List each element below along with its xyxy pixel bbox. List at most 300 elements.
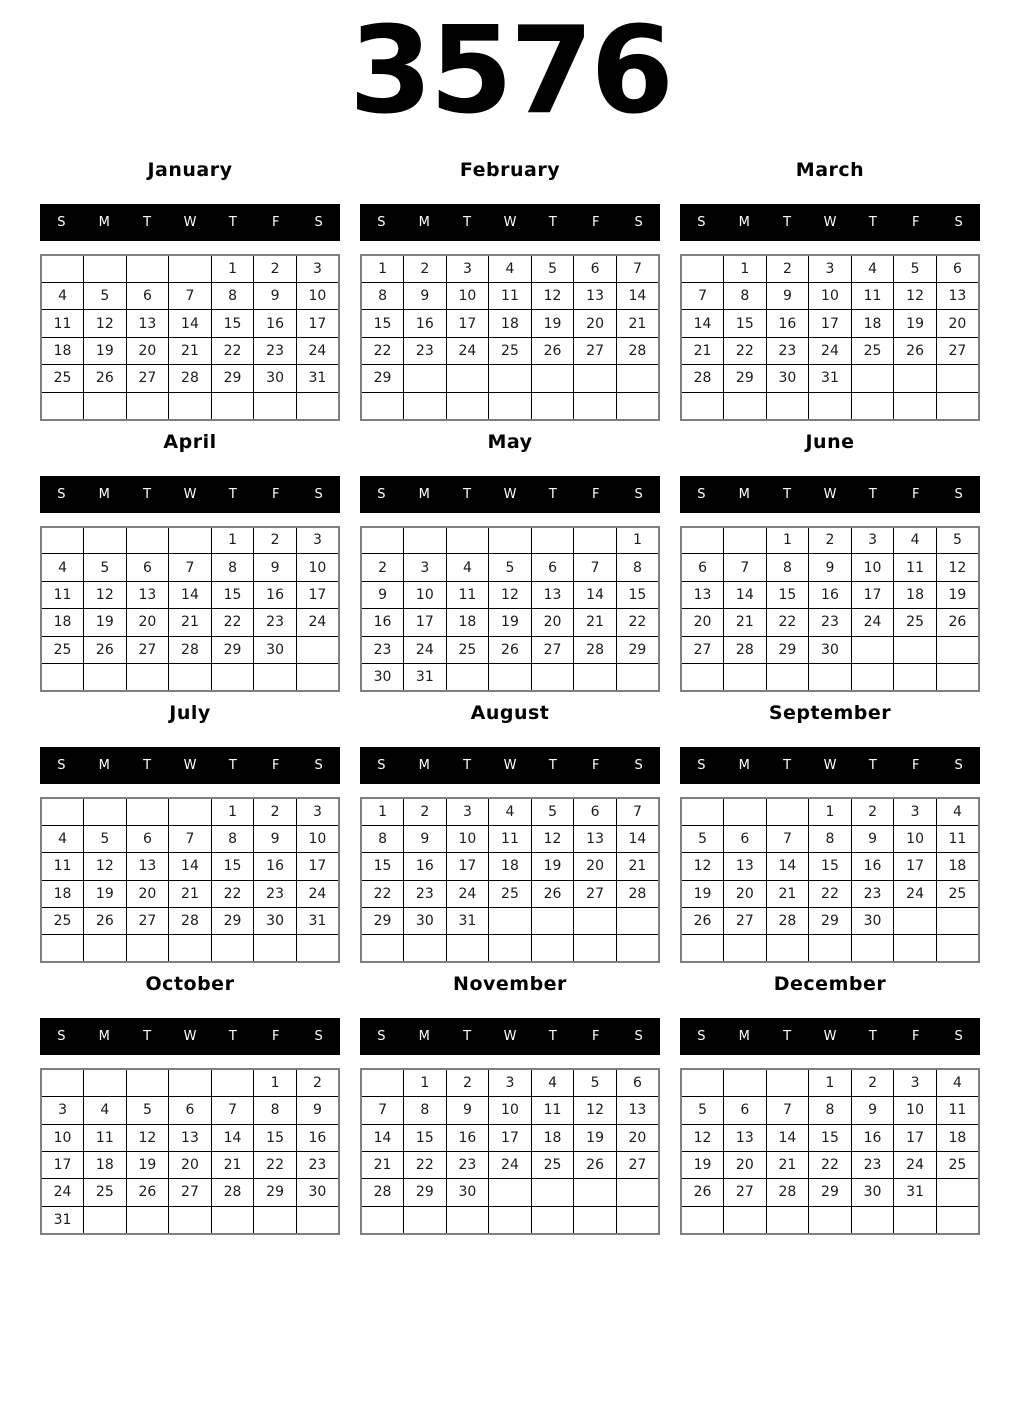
empty-day-cell [489,1179,532,1206]
empty-day-cell [126,935,169,962]
empty-day-cell [724,935,767,962]
empty-day-cell [851,663,894,690]
day-cell: 29 [809,907,852,934]
day-cell: 18 [894,581,937,608]
day-cell: 10 [296,554,339,581]
empty-day-cell [296,663,339,690]
day-cell: 12 [681,853,724,880]
empty-day-cell [766,1206,809,1233]
day-cell: 26 [126,1179,169,1206]
weekday-label: S [57,486,66,502]
day-cell: 29 [766,636,809,663]
month-block [680,971,980,1234]
day-cell: 16 [254,853,297,880]
day-cell: 20 [574,853,617,880]
day-cell: 18 [84,1151,127,1178]
day-cell: 13 [724,853,767,880]
day-cell: 13 [724,1124,767,1151]
day-cell: 24 [41,1179,84,1206]
day-cell: 19 [936,581,979,608]
day-cell: 17 [489,1124,532,1151]
day-cell: 21 [169,609,212,636]
week-row [41,636,339,663]
week-row [41,1069,339,1096]
week-row [361,1097,659,1124]
empty-day-cell [936,1179,979,1206]
day-cell: 28 [361,1179,404,1206]
weekday-label: W [823,1029,837,1045]
day-cell: 1 [809,1069,852,1096]
empty-day-cell [446,935,489,962]
week-row [681,853,979,880]
week-row [361,1206,659,1233]
day-cell: 22 [361,880,404,907]
weekday-label: S [954,757,963,773]
empty-day-cell [404,935,447,962]
empty-day-cell [489,1206,532,1233]
weekday-header [40,747,340,784]
day-cell: 23 [404,337,447,364]
empty-day-cell [84,255,127,282]
day-cell: 19 [84,337,127,364]
month-days-table [680,254,980,420]
day-cell: 29 [616,636,659,663]
empty-day-cell [809,1206,852,1233]
month-title: September [768,701,892,724]
day-cell: 12 [681,1124,724,1151]
day-cell: 29 [254,1179,297,1206]
week-row [361,365,659,392]
week-row [681,1179,979,1206]
month-block [360,429,660,692]
weekday-label: F [271,486,280,502]
weekday-label: W [503,215,517,231]
weekday-label: T [463,215,472,231]
day-cell: 29 [809,1179,852,1206]
empty-day-cell [574,1206,617,1233]
week-row [681,798,979,825]
day-cell: 5 [574,1069,617,1096]
day-cell: 15 [724,310,767,337]
empty-day-cell [616,663,659,690]
empty-day-cell [126,1069,169,1096]
empty-day-cell [296,392,339,419]
day-cell: 12 [489,581,532,608]
day-cell: 5 [489,554,532,581]
day-cell: 1 [211,527,254,554]
weekday-label: T [228,215,237,231]
month-block [40,700,340,963]
day-cell: 17 [296,310,339,337]
week-row [681,663,979,690]
empty-day-cell [446,365,489,392]
month-days-table [360,1068,660,1234]
empty-day-cell [84,392,127,419]
month-block [360,157,660,420]
day-cell: 12 [936,554,979,581]
week-row [41,609,339,636]
day-cell: 3 [446,798,489,825]
day-cell: 7 [616,798,659,825]
day-cell: 14 [616,283,659,310]
weekday-label: T [548,486,557,502]
day-cell: 10 [41,1124,84,1151]
day-cell: 8 [616,554,659,581]
day-cell: 9 [296,1097,339,1124]
weekday-label: W [823,215,837,231]
empty-day-cell [211,935,254,962]
weekday-label: T [143,1029,152,1045]
weekday-label: S [314,215,323,231]
day-cell: 1 [766,527,809,554]
empty-day-cell [766,1069,809,1096]
empty-day-cell [936,365,979,392]
weekday-label: M [418,486,430,502]
day-cell: 2 [766,255,809,282]
weekday-label: M [738,215,750,231]
day-cell: 5 [84,825,127,852]
empty-day-cell [531,392,574,419]
day-cell: 3 [296,527,339,554]
weekday-header [360,476,660,513]
month-block [360,971,660,1234]
empty-day-cell [724,798,767,825]
day-cell: 22 [809,880,852,907]
day-cell: 2 [254,527,297,554]
day-cell: 3 [296,798,339,825]
weekday-label: T [783,486,792,502]
day-cell: 15 [404,1124,447,1151]
empty-day-cell [809,392,852,419]
day-cell: 8 [254,1097,297,1124]
weekday-label: W [183,757,197,773]
day-cell: 9 [254,825,297,852]
month-title: June [805,430,855,453]
empty-day-cell [446,663,489,690]
day-cell: 11 [41,310,84,337]
day-cell: 25 [489,880,532,907]
day-cell: 15 [809,1124,852,1151]
day-cell: 30 [809,636,852,663]
empty-day-cell [254,935,297,962]
day-cell: 12 [531,283,574,310]
week-row [41,337,339,364]
day-cell: 5 [531,255,574,282]
weekday-label: T [548,1029,557,1045]
day-cell: 7 [724,554,767,581]
day-cell: 22 [809,1151,852,1178]
day-cell: 13 [126,310,169,337]
weekday-header [680,204,980,241]
empty-day-cell [296,1206,339,1233]
day-cell: 9 [361,581,404,608]
weekday-label: W [503,757,517,773]
week-row [681,554,979,581]
day-cell: 16 [446,1124,489,1151]
day-cell: 2 [809,527,852,554]
day-cell: 29 [361,365,404,392]
day-cell: 23 [296,1151,339,1178]
day-cell: 4 [489,255,532,282]
day-cell: 23 [766,337,809,364]
empty-day-cell [766,663,809,690]
empty-day-cell [724,663,767,690]
day-cell: 11 [489,283,532,310]
week-row [41,663,339,690]
empty-day-cell [681,935,724,962]
empty-day-cell [404,1206,447,1233]
empty-day-cell [169,798,212,825]
month-title: April [163,430,217,453]
day-cell: 21 [616,310,659,337]
week-row [41,310,339,337]
month-days-table [680,1068,980,1234]
empty-day-cell [851,365,894,392]
weekday-label: F [591,215,600,231]
month-block [40,157,340,420]
weekday-label: M [738,757,750,773]
day-cell: 17 [851,581,894,608]
empty-day-cell [404,527,447,554]
day-cell: 18 [41,609,84,636]
day-cell: 8 [361,283,404,310]
weekday-label: F [911,1029,920,1045]
day-cell: 19 [681,880,724,907]
empty-day-cell [361,527,404,554]
week-row [361,825,659,852]
day-cell: 18 [851,310,894,337]
weekday-label: T [868,215,877,231]
day-cell: 14 [361,1124,404,1151]
month-title: February [459,159,561,182]
week-row [361,1069,659,1096]
week-row [41,880,339,907]
day-cell: 23 [254,609,297,636]
week-row [681,365,979,392]
empty-day-cell [894,935,937,962]
weekday-label: S [314,1029,323,1045]
day-cell: 2 [404,255,447,282]
day-cell: 9 [766,283,809,310]
week-row [681,1151,979,1178]
weekday-label: F [271,215,280,231]
day-cell: 22 [404,1151,447,1178]
week-row [361,1124,659,1151]
day-cell: 15 [809,853,852,880]
week-row [361,853,659,880]
day-cell: 30 [766,365,809,392]
weekday-label: W [183,486,197,502]
day-cell: 10 [894,825,937,852]
day-cell: 19 [489,609,532,636]
day-cell: 6 [681,554,724,581]
day-cell: 15 [211,310,254,337]
week-row [41,1151,339,1178]
week-row [681,609,979,636]
day-cell: 8 [211,554,254,581]
day-cell: 20 [574,310,617,337]
day-cell: 17 [404,609,447,636]
day-cell: 26 [531,880,574,907]
day-cell: 21 [169,880,212,907]
weekday-label: S [57,215,66,231]
weekday-label: W [503,1029,517,1045]
weekday-label: M [98,215,110,231]
empty-day-cell [84,798,127,825]
month-days-table [360,526,660,692]
month-days-table [360,254,660,420]
weekday-label: S [697,486,706,502]
empty-day-cell [361,935,404,962]
weekday-label: F [911,215,920,231]
day-cell: 10 [296,283,339,310]
week-row [361,1179,659,1206]
empty-day-cell [254,663,297,690]
day-cell: 3 [851,527,894,554]
empty-day-cell [724,1069,767,1096]
empty-day-cell [169,392,212,419]
empty-day-cell [41,798,84,825]
day-cell: 25 [489,337,532,364]
weekday-label: W [503,486,517,502]
week-row [681,392,979,419]
day-cell: 10 [489,1097,532,1124]
empty-day-cell [489,365,532,392]
empty-day-cell [169,255,212,282]
day-cell: 13 [126,581,169,608]
day-cell: 22 [361,337,404,364]
day-cell: 21 [574,609,617,636]
empty-day-cell [724,1206,767,1233]
day-cell: 9 [851,825,894,852]
day-cell: 22 [211,880,254,907]
week-row [41,1124,339,1151]
day-cell: 28 [169,365,212,392]
day-cell: 6 [169,1097,212,1124]
day-cell: 2 [254,798,297,825]
empty-day-cell [211,663,254,690]
empty-day-cell [574,527,617,554]
day-cell: 21 [724,609,767,636]
weekday-label: M [418,215,430,231]
week-row [681,636,979,663]
day-cell: 16 [809,581,852,608]
day-cell: 5 [126,1097,169,1124]
empty-day-cell [361,392,404,419]
day-cell: 3 [809,255,852,282]
day-cell: 8 [211,825,254,852]
day-cell: 14 [681,310,724,337]
day-cell: 3 [489,1069,532,1096]
weekday-label: M [418,1029,430,1045]
day-cell: 1 [361,255,404,282]
weekday-label: F [591,1029,600,1045]
empty-day-cell [936,907,979,934]
month-block [680,700,980,963]
week-row [361,554,659,581]
empty-day-cell [84,1069,127,1096]
empty-day-cell [41,392,84,419]
day-cell: 20 [531,609,574,636]
day-cell: 8 [766,554,809,581]
weekday-label: T [548,215,557,231]
day-cell: 2 [361,554,404,581]
day-cell: 13 [169,1124,212,1151]
day-cell: 6 [724,1097,767,1124]
day-cell: 5 [894,255,937,282]
day-cell: 27 [616,1151,659,1178]
day-cell: 24 [296,337,339,364]
day-cell: 12 [84,581,127,608]
day-cell: 12 [894,283,937,310]
empty-day-cell [724,527,767,554]
day-cell: 20 [724,880,767,907]
week-row [361,636,659,663]
empty-day-cell [126,798,169,825]
weekday-label: T [463,1029,472,1045]
day-cell: 3 [446,255,489,282]
week-row [361,880,659,907]
day-cell: 5 [84,554,127,581]
empty-day-cell [936,1206,979,1233]
weekday-label: S [377,757,386,773]
day-cell: 30 [851,1179,894,1206]
day-cell: 16 [851,1124,894,1151]
day-cell: 27 [574,880,617,907]
day-cell: 12 [84,310,127,337]
empty-day-cell [574,1179,617,1206]
day-cell: 16 [254,310,297,337]
empty-day-cell [936,935,979,962]
day-cell: 20 [126,609,169,636]
weekday-label: S [634,1029,643,1045]
week-row [681,310,979,337]
empty-day-cell [531,1179,574,1206]
empty-day-cell [681,392,724,419]
day-cell: 13 [936,283,979,310]
day-cell: 30 [361,663,404,690]
week-row [681,337,979,364]
weekday-label: M [98,486,110,502]
day-cell: 29 [211,365,254,392]
empty-day-cell [616,935,659,962]
day-cell: 5 [681,825,724,852]
day-cell: 31 [894,1179,937,1206]
day-cell: 1 [724,255,767,282]
day-cell: 6 [126,554,169,581]
day-cell: 25 [41,907,84,934]
day-cell: 31 [809,365,852,392]
day-cell: 13 [574,825,617,852]
day-cell: 7 [169,283,212,310]
day-cell: 17 [296,853,339,880]
day-cell: 7 [169,825,212,852]
empty-day-cell [616,907,659,934]
day-cell: 31 [41,1206,84,1233]
week-row [41,283,339,310]
empty-day-cell [84,1206,127,1233]
day-cell: 18 [446,609,489,636]
year-title: 3576 [349,2,671,141]
weekday-label: T [463,486,472,502]
empty-day-cell [126,527,169,554]
day-cell: 4 [531,1069,574,1096]
day-cell: 9 [809,554,852,581]
day-cell: 9 [404,825,447,852]
weekday-label: M [738,486,750,502]
day-cell: 11 [894,554,937,581]
day-cell: 23 [851,880,894,907]
